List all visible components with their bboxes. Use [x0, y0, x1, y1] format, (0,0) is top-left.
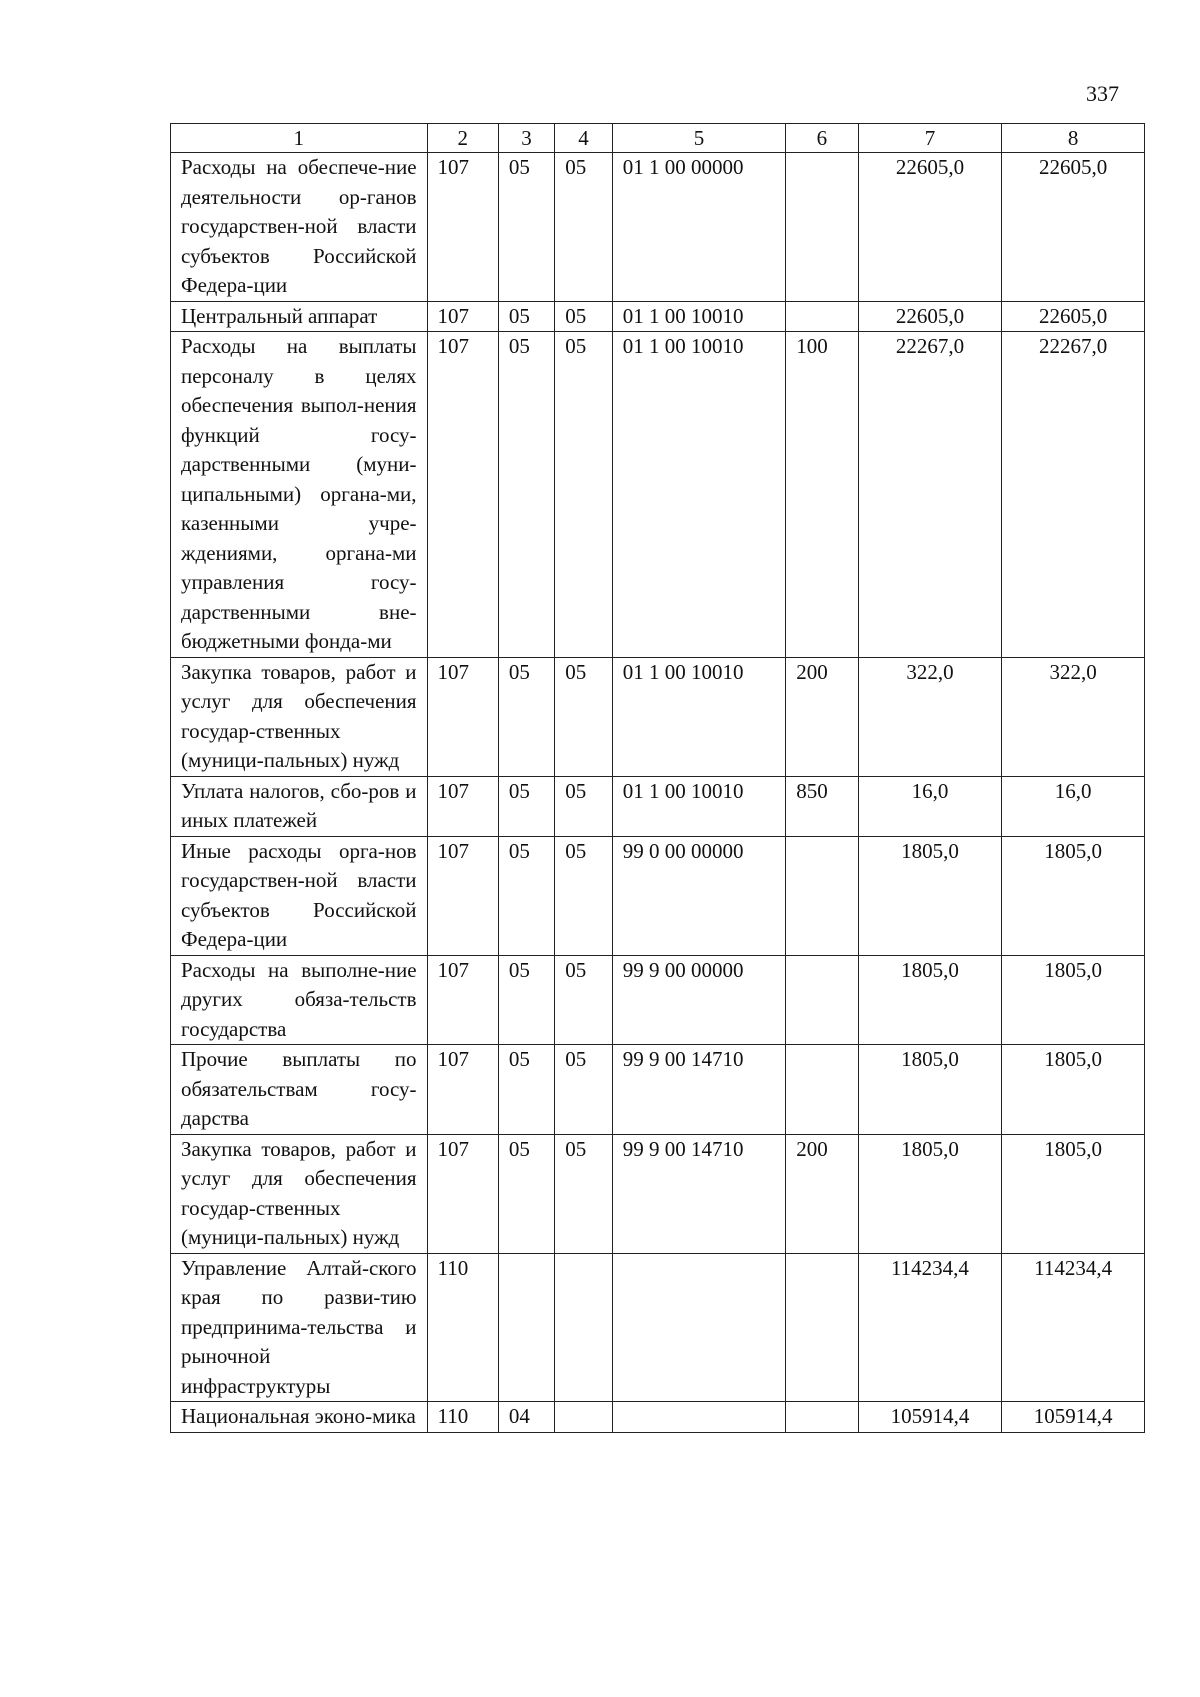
section-code-cell: 05 — [498, 332, 554, 658]
page-number: 337 — [1086, 81, 1119, 106]
amount-cell: 105914,4 — [858, 1402, 1002, 1433]
subsection-code-cell: 05 — [555, 301, 612, 332]
ministry-code-cell: 107 — [427, 836, 498, 955]
subsection-code-cell: 05 — [555, 836, 612, 955]
table-row — [171, 153, 1145, 302]
expense-name-cell: Управление Алтай-ского края по разви-тию предпринима-тельства и рыночной инфраструктуры — [171, 1253, 428, 1402]
section-code-cell: 05 — [498, 1045, 554, 1135]
amount-cell: 1805,0 — [858, 1045, 1002, 1135]
budget-table — [170, 123, 1145, 1433]
amount-cell: 1805,0 — [1002, 1045, 1145, 1135]
ministry-code-cell: 107 — [427, 332, 498, 658]
amount-cell: 22605,0 — [858, 153, 1002, 302]
section-code-cell: 05 — [498, 301, 554, 332]
table-row — [171, 1045, 1145, 1135]
table-row — [171, 955, 1145, 1045]
amount-cell: 105914,4 — [1002, 1402, 1145, 1433]
ministry-code-cell: 107 — [427, 153, 498, 302]
target-article-cell: 99 9 00 14710 — [612, 1134, 786, 1253]
subsection-code-cell: 05 — [555, 776, 612, 836]
subsection-code-cell: 05 — [555, 1134, 612, 1253]
expense-type-cell — [786, 955, 858, 1045]
table-row — [171, 1134, 1145, 1253]
amount-cell: 22605,0 — [1002, 153, 1145, 302]
section-code-cell: 05 — [498, 776, 554, 836]
expense-name-cell: Расходы на выплаты персоналу в целях обеспечения выпол-нения функций госу-дарственными (муни-ципальными) органа-ми, казенными учре-ждениями, органа-ми управления госу-дарственными вне-бюджетными фонда-ми — [171, 332, 428, 658]
expense-type-cell — [786, 301, 858, 332]
expense-name-cell: Расходы на обеспече-ние деятельности ор-ганов государствен-ной власти субъектов Российской Федера-ции — [171, 153, 428, 302]
expense-type-cell: 100 — [786, 332, 858, 658]
expense-type-cell — [786, 1253, 858, 1402]
expense-name-cell: Уплата налогов, сбо-ров и иных платежей — [171, 776, 428, 836]
amount-cell: 1805,0 — [858, 1134, 1002, 1253]
expense-name-cell: Прочие выплаты по обязательствам госу-дарства — [171, 1045, 428, 1135]
target-article-cell: 01 1 00 10010 — [612, 776, 786, 836]
target-article-cell: 99 0 00 00000 — [612, 836, 786, 955]
section-code-cell: 05 — [498, 657, 554, 776]
target-article-cell: 01 1 00 10010 — [612, 332, 786, 658]
subsection-code-cell: 05 — [555, 1045, 612, 1135]
expense-type-cell: 200 — [786, 657, 858, 776]
subsection-code-cell — [555, 1402, 612, 1433]
section-code-cell: 04 — [498, 1402, 554, 1433]
table-row — [171, 332, 1145, 658]
amount-cell: 16,0 — [858, 776, 1002, 836]
table-body — [171, 153, 1145, 1433]
expense-type-cell: 850 — [786, 776, 858, 836]
amount-cell: 1805,0 — [1002, 955, 1145, 1045]
expense-name-cell: Иные расходы орга-нов государствен-ной власти субъектов Российской Федера-ции — [171, 836, 428, 955]
subsection-code-cell: 05 — [555, 955, 612, 1045]
target-article-cell: 01 1 00 00000 — [612, 153, 786, 302]
column-header: 3 — [498, 124, 554, 153]
column-header: 2 — [427, 124, 498, 153]
section-code-cell: 05 — [498, 955, 554, 1045]
subsection-code-cell: 05 — [555, 332, 612, 658]
table-row — [171, 836, 1145, 955]
expense-name-cell: Национальная эконо-мика — [171, 1402, 428, 1433]
target-article-cell — [612, 1402, 786, 1433]
expense-name-cell: Закупка товаров, работ и услуг для обеспечения государ-ственных (муници-пальных) нужд — [171, 1134, 428, 1253]
column-header: 5 — [612, 124, 786, 153]
table-row — [171, 301, 1145, 332]
subsection-code-cell: 05 — [555, 657, 612, 776]
amount-cell: 114234,4 — [1002, 1253, 1145, 1402]
expense-type-cell — [786, 836, 858, 955]
expense-type-cell — [786, 1402, 858, 1433]
table-row — [171, 1402, 1145, 1433]
amount-cell: 22267,0 — [1002, 332, 1145, 658]
ministry-code-cell: 107 — [427, 657, 498, 776]
column-header: 6 — [786, 124, 858, 153]
ministry-code-cell: 107 — [427, 1134, 498, 1253]
header-row — [171, 124, 1145, 153]
expense-name-cell: Центральный аппарат — [171, 301, 428, 332]
amount-cell: 22605,0 — [1002, 301, 1145, 332]
amount-cell: 322,0 — [858, 657, 1002, 776]
table-row — [171, 776, 1145, 836]
amount-cell: 114234,4 — [858, 1253, 1002, 1402]
subsection-code-cell: 05 — [555, 153, 612, 302]
ministry-code-cell: 107 — [427, 1045, 498, 1135]
column-header: 8 — [1002, 124, 1145, 153]
amount-cell: 22267,0 — [858, 332, 1002, 658]
target-article-cell: 99 9 00 00000 — [612, 955, 786, 1045]
section-code-cell — [498, 1253, 554, 1402]
amount-cell: 1805,0 — [858, 836, 1002, 955]
expense-type-cell — [786, 1045, 858, 1135]
section-code-cell: 05 — [498, 153, 554, 302]
expense-name-cell: Закупка товаров, работ и услуг для обеспечения государ-ственных (муници-пальных) нужд — [171, 657, 428, 776]
column-header: 7 — [858, 124, 1002, 153]
ministry-code-cell: 107 — [427, 955, 498, 1045]
section-code-cell: 05 — [498, 1134, 554, 1253]
amount-cell: 1805,0 — [1002, 836, 1145, 955]
target-article-cell: 01 1 00 10010 — [612, 301, 786, 332]
table-row — [171, 1253, 1145, 1402]
amount-cell: 1805,0 — [858, 955, 1002, 1045]
ministry-code-cell: 110 — [427, 1402, 498, 1433]
table-row — [171, 657, 1145, 776]
column-header: 1 — [171, 124, 428, 153]
amount-cell: 1805,0 — [1002, 1134, 1145, 1253]
column-header: 4 — [555, 124, 612, 153]
ministry-code-cell: 107 — [427, 776, 498, 836]
section-code-cell: 05 — [498, 836, 554, 955]
expense-name-cell: Расходы на выполне-ние других обяза-тельств государства — [171, 955, 428, 1045]
expense-type-cell — [786, 153, 858, 302]
target-article-cell: 01 1 00 10010 — [612, 657, 786, 776]
ministry-code-cell: 110 — [427, 1253, 498, 1402]
amount-cell: 16,0 — [1002, 776, 1145, 836]
expense-type-cell: 200 — [786, 1134, 858, 1253]
target-article-cell: 99 9 00 14710 — [612, 1045, 786, 1135]
target-article-cell — [612, 1253, 786, 1402]
subsection-code-cell — [555, 1253, 612, 1402]
amount-cell: 322,0 — [1002, 657, 1145, 776]
ministry-code-cell: 107 — [427, 301, 498, 332]
amount-cell: 22605,0 — [858, 301, 1002, 332]
